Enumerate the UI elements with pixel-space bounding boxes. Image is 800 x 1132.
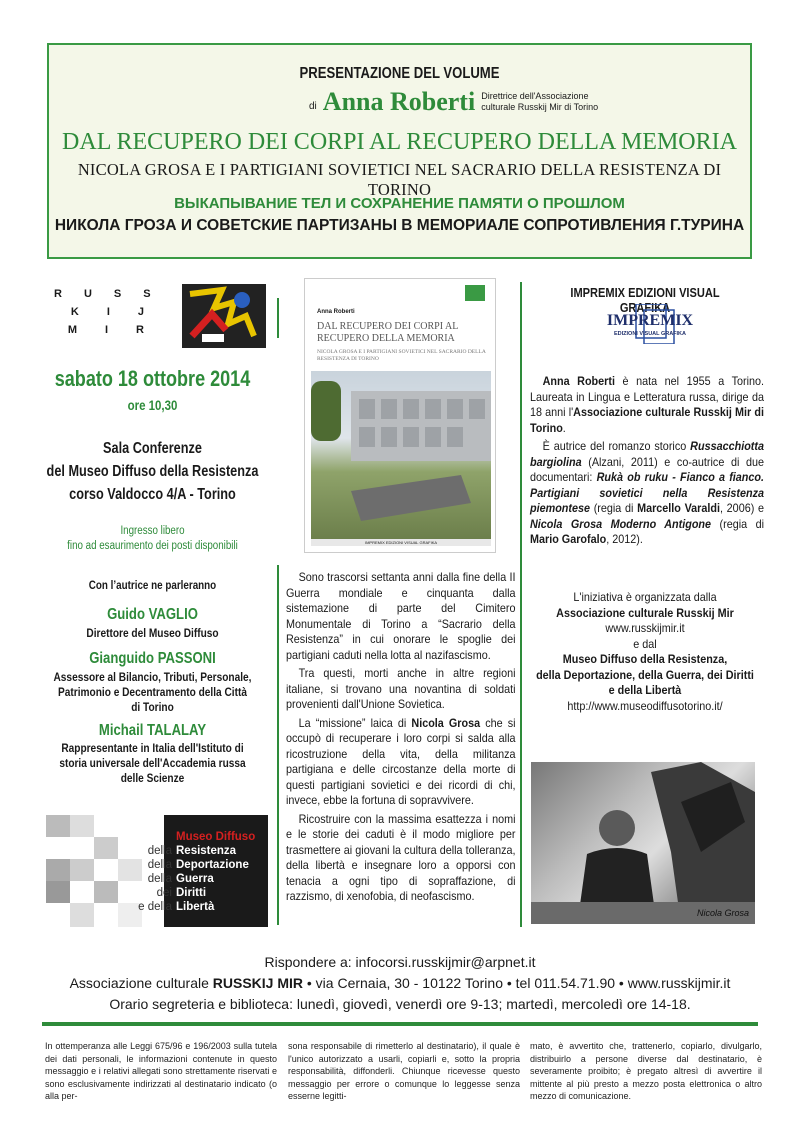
organizer-link-2[interactable]: http://www.museodiffusotorino.it/ [567,698,723,713]
bio-p2-e: (regia di [711,516,765,531]
bio-paragraph-2 [530,439,764,548]
russkij-mir-logo [52,285,172,345]
speaker-role-2: Assessore al Bilancio, Tributi, Personale, Patrimonio e Decentramento della Città di Torino [53,672,252,714]
logo-row-1-text: RUSS [54,288,173,300]
event-date: sabato 18 ottobre 2014 [54,366,251,391]
book-cover-photo [311,371,491,539]
header-box [47,43,752,259]
museo-small-5: e della [138,901,172,913]
footer-assoc-b: RUSSKIJ MIR [212,975,303,991]
center-p3-a: La “missione” laica di [298,715,412,730]
bio-1: è nata nel 1955 a Torino. Laureata in Lingua e Letteratura russa, dirige da 18 anni l' [530,374,764,419]
logo-row-2-text: KIJ [70,306,172,318]
footer-reply: Rispondere a: infocorsi.russkijmir@arpnet.it [264,954,536,970]
column-divider-right [520,282,522,927]
museo-diffuso-logo [46,815,268,927]
entry-line-2: fino ad esaurimento dei posti disponibili [67,540,238,552]
footer-association [0,975,800,991]
organizer-block [533,590,758,714]
museo-big-4: Diritti [176,887,207,899]
title-italian: DAL RECUPERO DEI CORPI AL RECUPERO DELLA MEMORIA [62,129,737,155]
book-cover [304,278,496,553]
memorial-illustration [311,371,491,539]
center-p3-b: che si occupò di recuperare i loro corpi si salda alla ricostruzione della vita, della militanza partigiana e delle circostanze della morte di questi partigiani sovietici e dei ricordi di chi, invece, ebbe la fortuna di sopravvivere. [286,715,516,807]
bio-director-1: Marcello Varaldi [637,501,720,515]
footer-assoc-a: Associazione culturale [69,975,213,991]
logo-row-3-text: MIR [67,324,172,336]
center-p3-name: Nicola Grosa [411,715,481,730]
bio-2: . [562,420,566,435]
museo-big-3: Guerra [176,873,214,885]
venue-line-3: corso Valdocco 4/A - Torino [69,486,236,503]
footer-hours: Orario segreteria e biblioteca: lunedì, giovedì, venerdì ore 9-13; martedì, mercoledì ore 14-18. [109,996,691,1012]
author-role-line-1: Direttrice dell'Associazione [481,91,589,101]
bio-director-2: Mario Garofalo [530,532,607,546]
museo-big-1: Resistenza [176,845,237,857]
with-author-label: Con l’autrice ne parleranno [88,578,217,592]
organizer-line-5: Museo Diffuso della Resistenza, [562,652,728,666]
venue-line-1: Sala Conferenze [103,440,202,457]
book-publisher-strip: IMPREMIX EDIZIONI VISUAL GRAFIKA [311,539,491,546]
museo-big-5: Libertà [176,901,215,913]
organizer-link-1[interactable]: www.russkijmir.it [605,621,685,635]
book-author: Anna Roberti [317,309,355,315]
bio-doc-2: Nicola Grosa Moderno Antigone [530,516,712,531]
footer-assoc-c: • via Cernaia, 30 - 10122 Torino • tel 011.54.71.90 • www.russkijmir.it [303,975,731,991]
center-paragraph-2: Tra questi, morti anche in altre regioni italiane, si trovano una novantina di soldati provenienti dall'Unione Sovietica. [286,666,516,711]
speaker-role-1: Direttore del Museo Diffuso [86,628,219,640]
legal-column-1: In ottemperanza alle Leggi 675/96 e 196/2003 sulla tutela dei dati personali, le informazioni contenute in questo messaggio e i relativi allegati sono strettamente riservati e sono esclusivamente indirizzati al destinatario indicato (o alla per- [45,1041,277,1101]
bio-p2-c: (regia di [590,501,638,515]
center-paragraph-3 [286,716,516,809]
book-publisher-icon [465,285,485,301]
bio-p2-b: (Alzani, 2011) e co-autrice di due documentari: [530,454,764,484]
legal-column-2: sona responsabile di rimetterlo al destinatario), il quale è l'unico autorizzato a usarli, copiarli e, sotto la propria responsabilità, diffonderli. Chiunque ricevesse questo messaggio per errore o comunque lo leggesse senza esserne legitti- [288,1041,520,1101]
russkij-mir-graphic-icon [182,284,266,348]
museo-small-2: della [147,859,172,871]
column-divider-left-lower [277,565,279,925]
di-label: di [309,101,317,112]
organizer-line-4: e dal [633,636,657,651]
author-name: Anna Roberti [322,87,476,116]
center-paragraph-4: Ricostruire con la massima esattezza i nomi e le storie dei caduti è il modo migliore per trasmettere ai giovani la cultura della tolleranza, della libertà e insegnare loro a opporsi con tenacia a ogni tipo di sopraffazione, di razzismo, di xenofobia, di neofascismo. [286,811,516,903]
author-role [481,91,598,113]
nicola-grosa-photo [531,762,755,924]
publisher-heading: IMPREMIX EDIZIONI VISUAL GRAFIKA [570,285,720,315]
entry-line-1: Ingresso libero [120,525,185,537]
venue-line-2: del Museo Diffuso della Resistenza [46,463,259,480]
organizer-line-1: L'iniziativa è organizzata dalla [573,590,717,604]
photo-caption: Nicola Grosa [696,908,749,918]
organizer-line-6: della Deportazione, della Guerra, dei Diritti [536,667,754,682]
museo-small-3: della [147,873,172,885]
bio-p2-d: , 2006) e [719,501,764,515]
bio-doc-1: Rukà ob ruku - Fianco a fianco. Partigiani sovietici nella Resistenza piemontese [530,470,764,515]
logo-row-3 [52,321,172,339]
center-body [286,570,516,908]
author-role-line-2: culturale Russkij Mir di Torino [481,102,599,112]
bio-book: Russacchiotta bargiolina [530,439,764,469]
book-title: DAL RECUPERO DEI CORPI AL RECUPERO DELLA MEMORIA [317,321,458,344]
legal-column-3: mato, è avvertito che, trattenerlo, copiarlo, divulgarlo, distribuirlo a persone diverse dal destinatario, è severamente proibito; è pregato altresì di avvertire il mittente al più presto a mezzo posta elettronica o altro mezzo di comunicazione. [530,1041,762,1101]
museo-title: Museo Diffuso [176,831,256,843]
presentation-label: PRESENTAZIONE DEL VOLUME [299,65,500,82]
photo-illustration [531,762,755,924]
organizer-line-7: e della Libertà [608,683,682,697]
subtitle-italian: NICOLA GROSA E I PARTIGIANI SOVIETICI NEL SACRARIO DELLA RESISTENZA DI TORINO [77,160,722,199]
organizer-line-2: Associazione culturale Russkij Mir [556,605,734,620]
bio-name: Anna Roberti [542,374,615,388]
bio-p2-f: , 2012). [606,532,643,546]
museo-small-1: della [147,845,172,857]
speaker-role-3: Rappresentante in Italia dell'Istituto di storia universale dell'Accademia russa delle Scienze [59,743,246,785]
logo-row-1 [52,285,172,303]
impremix-logo [598,304,702,344]
bio-assoc: Associazione culturale Russkij Mir di Torino [530,405,764,435]
book-subtitle: NICOLA GROSA E I PARTIGIANI SOVIETICI NEL SACRARIO DELLA RESISTENZA DI TORINO [317,349,486,362]
center-paragraph-1: Sono trascorsi settanta anni dalla fine della II Guerra mondiale e cinquanta dalla sistemazione di parte del Cimitero Monumentale di Torino a “Sacrario della Resistenza” in cui onorare le spoglie dei partigiani caduti nella lotta al nazifascismo. [286,570,516,662]
bio-paragraph-1 [530,374,764,436]
author-row [309,89,598,115]
column-divider-left [277,298,279,338]
bio-text [530,374,764,548]
impremix-logo-text: IMPREMIX [606,312,694,329]
speaker-name-2: Gianguido PASSONI [89,650,216,667]
impremix-logo-sub: EDIZIONI VISUAL GRAFIKA [613,331,686,337]
footer-rule [42,1022,758,1026]
title-russian: ВЫКАПЫВАНИЕ ТЕЛ И СОХРАНЕНИЕ ПАМЯТИ О ПРОШЛОМ [174,195,625,212]
subtitle-russian: НИКОЛА ГРОЗА И СОВЕТСКИЕ ПАРТИЗАНЫ В МЕМОРИАЛЕ СОПРОТИВЛЕНИЯ Г.ТУРИНА [54,217,745,234]
museo-big-2: Deportazione [176,859,249,871]
logo-row-2 [52,303,172,321]
museo-small-4: dei [156,887,172,899]
bio-p2-a: È autrice del romanzo storico [542,439,691,453]
speaker-name-1: Guido VAGLIO [107,606,198,623]
event-time: ore 10,30 [127,397,178,413]
speaker-name-3: Michail TALALAY [98,722,207,739]
